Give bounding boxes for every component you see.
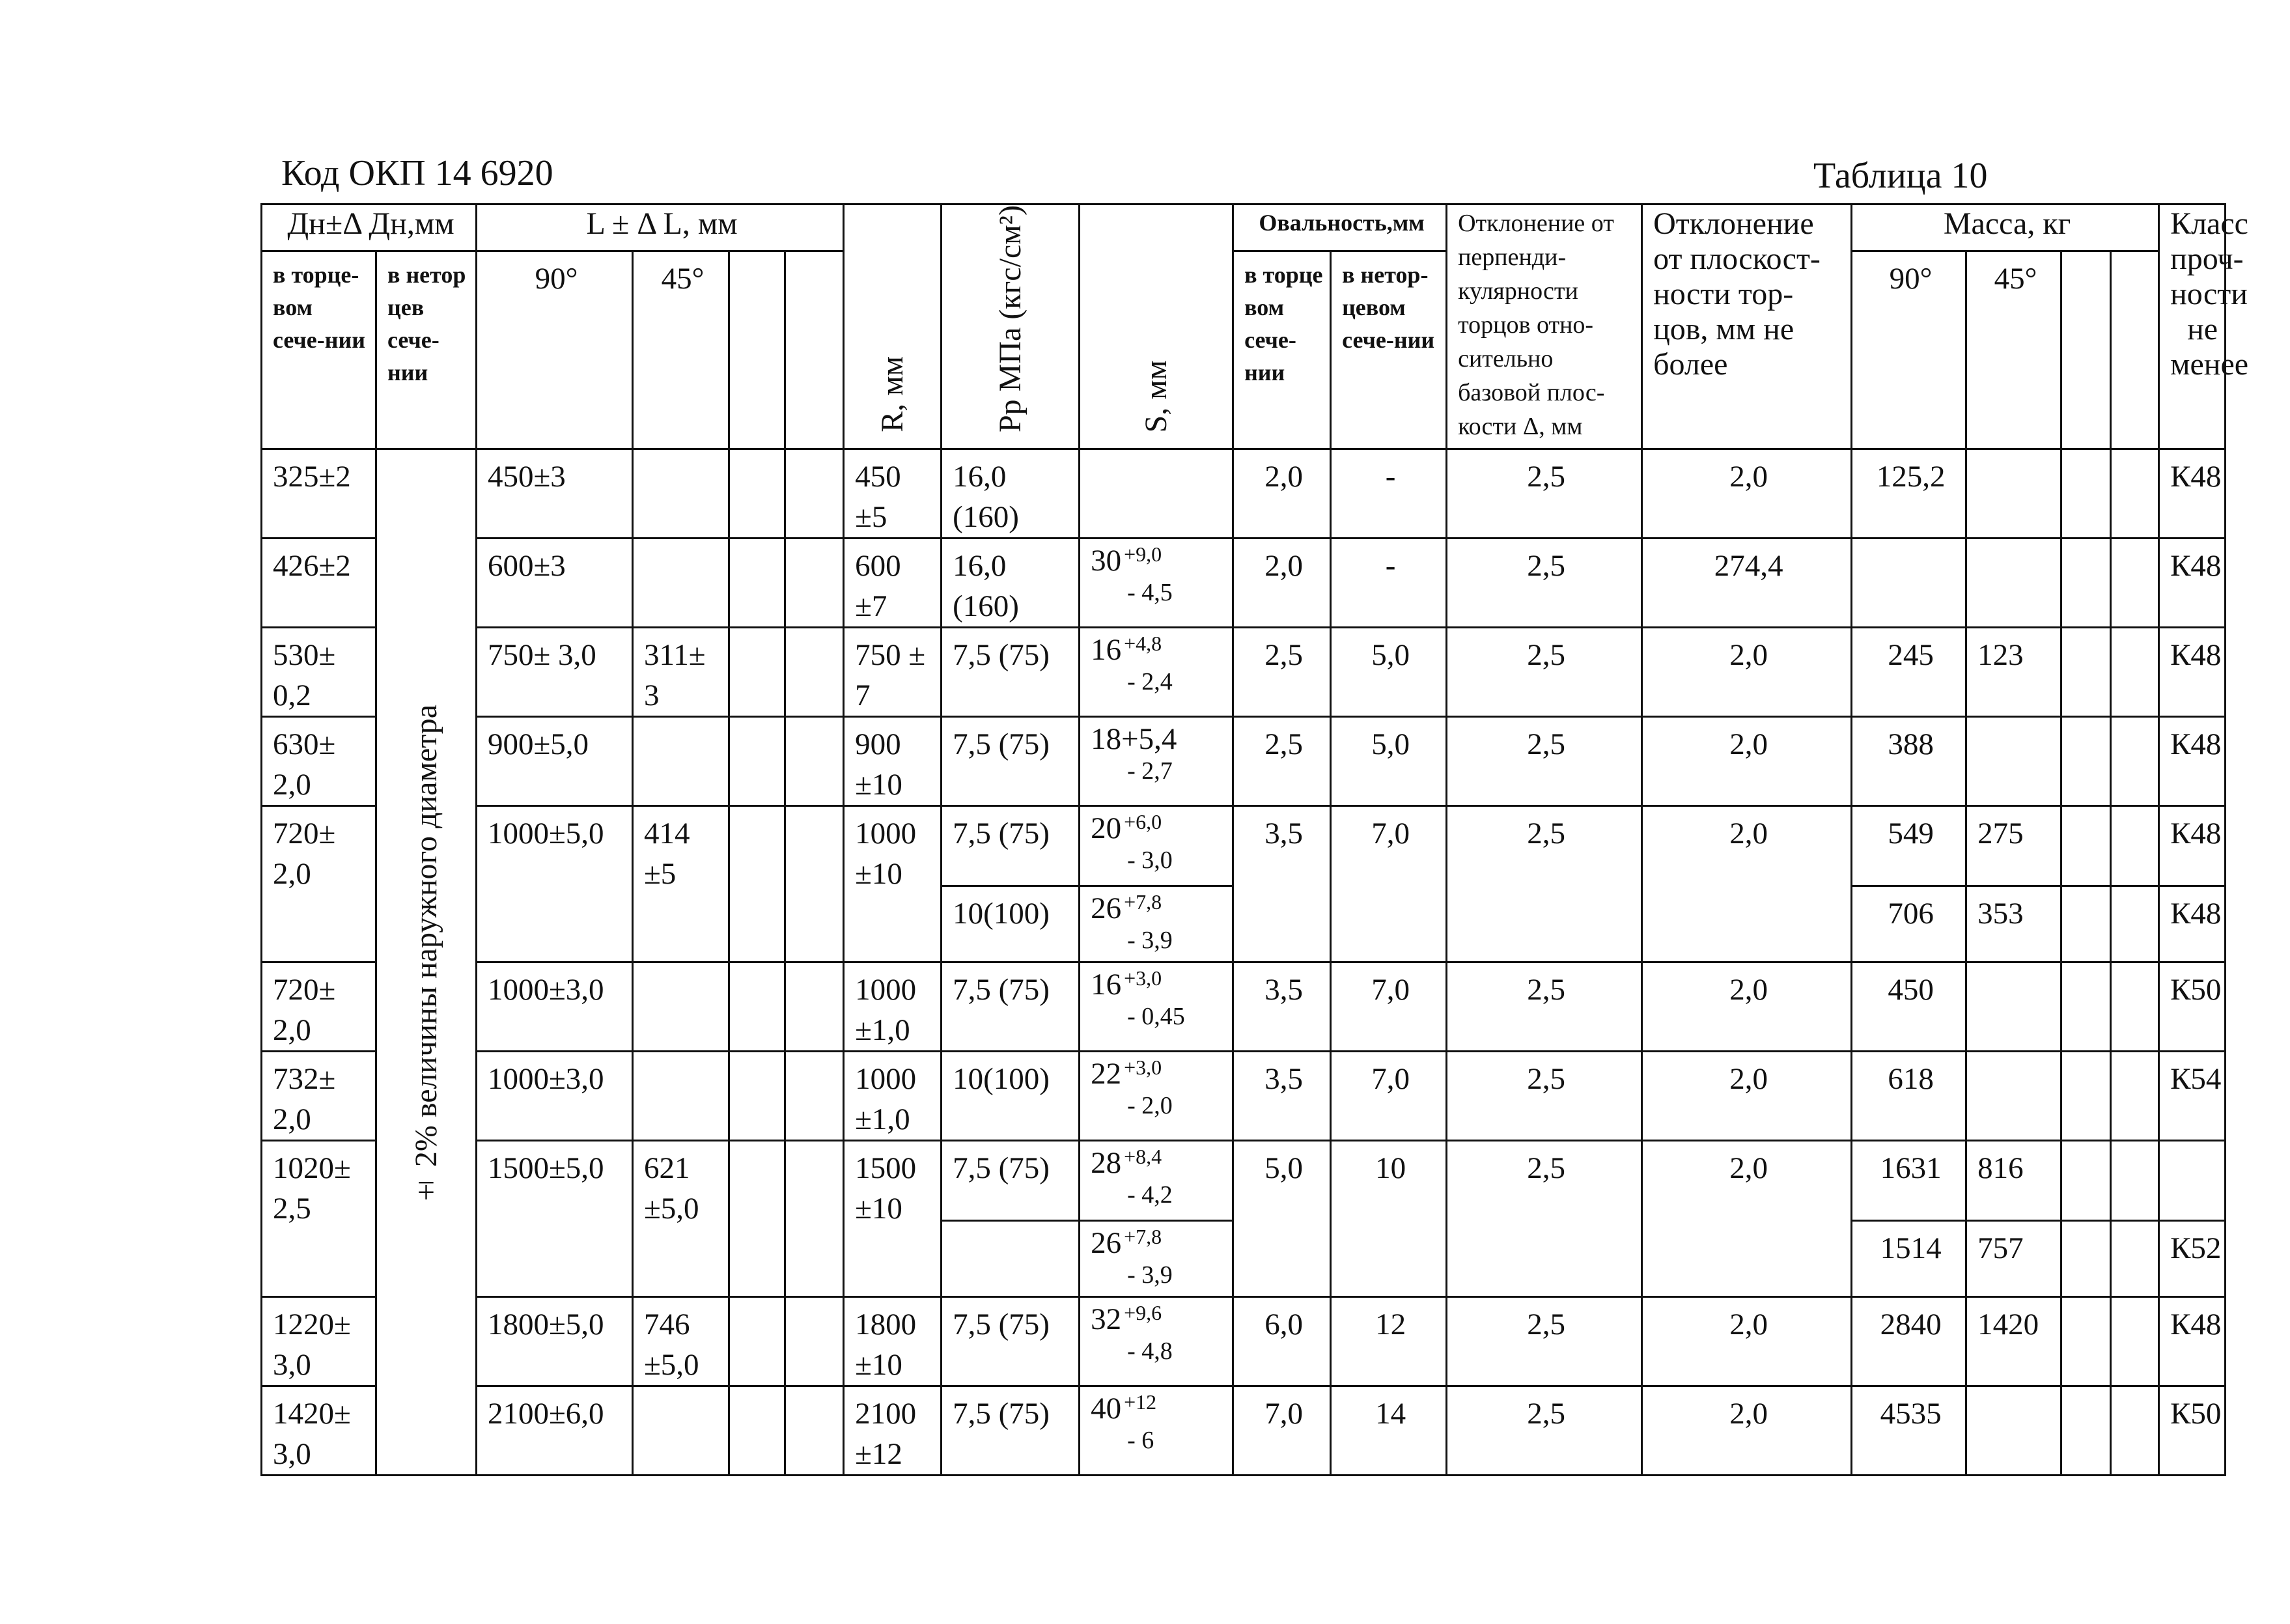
perpendicularity-cell: 2,5 <box>1447 1386 1642 1476</box>
mass-90-cell: 245 <box>1852 628 1966 717</box>
ovality-end-cell: 2,0 <box>1233 539 1331 628</box>
perpendicularity-cell: 2,5 <box>1447 449 1642 539</box>
document-code-title: Код ОКП 14 6920 <box>281 153 553 193</box>
flatness-cell: 2,0 <box>1642 717 1852 806</box>
s-base-value: 26 <box>1091 1226 1122 1261</box>
s-lower-tolerance: - 6 <box>1127 1427 1154 1455</box>
mass-90-cell: 1514 <box>1852 1221 1966 1297</box>
pp-cell: 7,5 (75) <box>942 806 1080 886</box>
pp-cell: 16,0 (160) <box>942 539 1080 628</box>
mass-90-cell: 2840 <box>1852 1297 1966 1386</box>
mass-90-header: 90° <box>1852 251 1966 449</box>
s-cell <box>1080 1141 1233 1221</box>
s-upper-tolerance: +8,4 <box>1124 1145 1162 1169</box>
mass-90-cell: 450 <box>1852 962 1966 1052</box>
dn-end-cell: 720± 2,0 <box>262 962 376 1052</box>
r-cell: 1000 ±10 <box>844 806 942 962</box>
l-90-cell: 1000±3,0 <box>477 962 633 1052</box>
ovality-nonend-header: в нетор-цевом сече-нии <box>1331 251 1447 449</box>
l-45-header: 45° <box>633 251 729 449</box>
l-empty-cell <box>729 962 785 1052</box>
ovality-nonend-cell: - <box>1331 449 1447 539</box>
dn-group-header: Дн±Δ Дн,мм <box>262 204 477 251</box>
ovality-nonend-cell: 7,0 <box>1331 962 1447 1052</box>
mass-empty-cell <box>2061 628 2111 717</box>
mass-empty-cell <box>2111 806 2159 886</box>
mass-90-cell: 618 <box>1852 1052 1966 1141</box>
mass-empty-cell <box>2061 886 2111 962</box>
l-90-cell: 1000±5,0 <box>477 806 633 962</box>
mass-45-cell <box>1966 539 2061 628</box>
l-empty-cell <box>729 717 785 806</box>
s-lower-tolerance: - 4,2 <box>1127 1181 1173 1209</box>
l-empty-cell <box>785 962 844 1052</box>
mass-45-cell: 275 <box>1966 806 2061 886</box>
strength-class-cell: К48 <box>2159 449 2226 539</box>
l-empty-cell <box>785 449 844 539</box>
mass-empty-cell <box>2061 1221 2111 1297</box>
ovality-nonend-cell: 5,0 <box>1331 628 1447 717</box>
perpendicularity-cell: 2,5 <box>1447 628 1642 717</box>
strength-class-cell: К48 <box>2159 886 2226 962</box>
dn-nonend-header: в нетор цев сече-нии <box>376 251 477 449</box>
s-upper-tolerance: +3,0 <box>1124 966 1162 990</box>
l-empty-cell <box>729 1141 785 1297</box>
strength-class-cell: К48 <box>2159 1297 2226 1386</box>
mass-empty-cell <box>2061 806 2111 886</box>
r-header <box>844 204 942 449</box>
perpendicularity-cell: 2,5 <box>1447 1052 1642 1141</box>
pp-cell: 7,5 (75) <box>942 1386 1080 1476</box>
l-90-header: 90° <box>477 251 633 449</box>
strength-class-cell: К54 <box>2159 1052 2226 1141</box>
l-empty-header-2 <box>785 251 844 449</box>
s-upper-tolerance: +4,8 <box>1124 632 1162 656</box>
mass-empty-cell <box>2111 539 2159 628</box>
mass-empty-cell <box>2061 962 2111 1052</box>
l-45-cell <box>633 962 729 1052</box>
mass-90-cell: 1631 <box>1852 1141 1966 1221</box>
perpendicularity-cell: 2,5 <box>1447 806 1642 962</box>
l-90-cell: 900±5,0 <box>477 717 633 806</box>
dn-nonend-merged-cell <box>376 449 477 1476</box>
s-lower-tolerance: - 2,7 <box>1127 757 1173 785</box>
mass-group-header: Масса, кг <box>1852 204 2159 251</box>
s-upper-tolerance: +9,0 <box>1124 542 1162 567</box>
s-upper-tolerance: +9,6 <box>1124 1301 1162 1325</box>
s-upper-tolerance: +12 <box>1124 1390 1157 1414</box>
mass-45-cell <box>1966 449 2061 539</box>
flatness-cell: 2,0 <box>1642 962 1852 1052</box>
r-cell: 1800 ±10 <box>844 1297 942 1386</box>
flatness-cell: 2,0 <box>1642 806 1852 962</box>
l-90-cell: 2100±6,0 <box>477 1386 633 1476</box>
table-label: Таблица 10 <box>1813 156 1988 196</box>
pp-cell: 10(100) <box>942 1052 1080 1141</box>
l-empty-cell <box>785 1297 844 1386</box>
l-45-cell <box>633 1386 729 1476</box>
mass-empty-cell <box>2061 717 2111 806</box>
ovality-nonend-cell: 7,0 <box>1331 806 1447 962</box>
mass-empty-header-2 <box>2111 251 2159 449</box>
dn-end-cell: 426±2 <box>262 539 376 628</box>
flatness-cell: 2,0 <box>1642 628 1852 717</box>
perpendicularity-header: Отклонение от перпенди-кулярности торцов отно-сительно базовой плос-кости Δ, мм <box>1447 204 1642 449</box>
dn-end-cell: 720± 2,0 <box>262 806 376 962</box>
s-cell <box>1080 962 1233 1052</box>
l-90-cell: 1800±5,0 <box>477 1297 633 1386</box>
ovality-end-cell: 6,0 <box>1233 1297 1331 1386</box>
ovality-end-cell: 5,0 <box>1233 1141 1331 1297</box>
mass-45-cell <box>1966 717 2061 806</box>
mass-empty-cell <box>2111 628 2159 717</box>
s-base-value: 22 <box>1091 1057 1122 1091</box>
mass-empty-cell <box>2061 449 2111 539</box>
ovality-end-cell: 2,5 <box>1233 717 1331 806</box>
pp-header <box>942 204 1080 449</box>
ovality-nonend-cell: 10 <box>1331 1141 1447 1297</box>
r-cell: 900 ±10 <box>844 717 942 806</box>
table-row <box>262 806 2226 886</box>
l-empty-cell <box>785 1386 844 1476</box>
l-90-cell: 450±3 <box>477 449 633 539</box>
mass-empty-cell <box>2061 1386 2111 1476</box>
flatness-cell: 2,0 <box>1642 1141 1852 1297</box>
mass-empty-cell <box>2061 1297 2111 1386</box>
l-empty-cell <box>729 1052 785 1141</box>
s-lower-tolerance: - 2,4 <box>1127 668 1173 696</box>
s-base-value: 18+5,4 <box>1091 722 1177 757</box>
s-lower-tolerance: - 3,9 <box>1127 1261 1173 1289</box>
ovality-end-header: в торце вом сече-нии <box>1233 251 1331 449</box>
l-empty-cell <box>785 539 844 628</box>
dn-end-cell: 732± 2,0 <box>262 1052 376 1141</box>
mass-empty-cell <box>2111 886 2159 962</box>
s-lower-tolerance: - 4,5 <box>1127 579 1173 607</box>
perpendicularity-cell: 2,5 <box>1447 539 1642 628</box>
s-cell <box>1080 1386 1233 1476</box>
ovality-nonend-cell: 7,0 <box>1331 1052 1447 1141</box>
s-lower-tolerance: - 3,0 <box>1127 847 1173 875</box>
r-cell: 750 ± 7 <box>844 628 942 717</box>
s-base-value: 20 <box>1091 811 1122 846</box>
mass-45-cell: 757 <box>1966 1221 2061 1297</box>
mass-90-cell: 388 <box>1852 717 1966 806</box>
ovality-nonend-cell: 14 <box>1331 1386 1447 1476</box>
mass-empty-cell <box>2111 717 2159 806</box>
r-cell: 1000 ±1,0 <box>844 1052 942 1141</box>
pp-cell: 7,5 (75) <box>942 717 1080 806</box>
strength-class-cell: К50 <box>2159 1386 2226 1476</box>
ovality-group-header: Овальность,мм <box>1233 204 1447 251</box>
l-empty-cell <box>785 1052 844 1141</box>
l-empty-cell <box>729 1297 785 1386</box>
s-cell <box>1080 628 1233 717</box>
perpendicularity-cell: 2,5 <box>1447 962 1642 1052</box>
r-header-text: R, мм <box>874 356 910 433</box>
l-empty-cell <box>785 628 844 717</box>
s-base-value: 32 <box>1091 1302 1122 1337</box>
s-cell <box>1080 1297 1233 1386</box>
pp-cell: 10(100) <box>942 886 1080 962</box>
l-empty-header-1 <box>729 251 785 449</box>
flatness-cell: 2,0 <box>1642 1386 1852 1476</box>
l-45-cell <box>633 449 729 539</box>
strength-class-cell <box>2159 1141 2226 1221</box>
mass-45-cell <box>1966 1386 2061 1476</box>
mass-90-cell: 706 <box>1852 886 1966 962</box>
mass-empty-cell <box>2061 1052 2111 1141</box>
spec-table <box>260 203 2249 1476</box>
ovality-nonend-cell: 12 <box>1331 1297 1447 1386</box>
s-cell <box>1080 886 1233 962</box>
l-90-cell: 600±3 <box>477 539 633 628</box>
diameter-tolerance-note: ± 2% величины наружного диаметра <box>408 704 443 1210</box>
ovality-end-cell: 3,5 <box>1233 1052 1331 1141</box>
mass-45-cell: 1420 <box>1966 1297 2061 1386</box>
l-45-cell <box>633 539 729 628</box>
s-cell <box>1080 806 1233 886</box>
dn-end-cell: 1020± 2,5 <box>262 1141 376 1297</box>
strength-class-cell: К48 <box>2159 806 2226 886</box>
l-45-cell <box>633 1052 729 1141</box>
s-base-value: 30 <box>1091 544 1122 578</box>
ovality-nonend-cell: - <box>1331 539 1447 628</box>
table-row <box>262 628 2226 717</box>
s-upper-tolerance: +6,0 <box>1124 810 1162 834</box>
l-empty-cell <box>785 806 844 962</box>
mass-45-cell: 816 <box>1966 1141 2061 1221</box>
pp-header-text: Рр МПа (кгс/см²) <box>992 205 1027 433</box>
dn-end-cell: 630± 2,0 <box>262 717 376 806</box>
l-empty-cell <box>785 1141 844 1297</box>
table-row <box>262 1141 2226 1221</box>
ovality-end-cell: 2,0 <box>1233 449 1331 539</box>
strength-class-cell: К48 <box>2159 539 2226 628</box>
table-row <box>262 1386 2226 1476</box>
l-90-cell: 750± 3,0 <box>477 628 633 717</box>
l-empty-cell <box>729 628 785 717</box>
mass-90-cell: 549 <box>1852 806 1966 886</box>
s-base-value: 26 <box>1091 891 1122 926</box>
mass-empty-cell <box>2061 1141 2111 1221</box>
perpendicularity-cell: 2,5 <box>1447 1297 1642 1386</box>
ovality-nonend-cell: 5,0 <box>1331 717 1447 806</box>
l-group-header: L ± Δ L, мм <box>477 204 844 251</box>
dn-end-header: в торце-вом сече-нии <box>262 251 376 449</box>
mass-empty-cell <box>2111 1386 2159 1476</box>
table-row <box>262 1052 2226 1141</box>
strength-class-cell: К48 <box>2159 628 2226 717</box>
strength-class-cell: К48 <box>2159 717 2226 806</box>
mass-empty-cell <box>2061 539 2111 628</box>
mass-empty-cell <box>2111 1297 2159 1386</box>
l-90-cell: 1500±5,0 <box>477 1141 633 1297</box>
mass-45-cell <box>1966 1052 2061 1141</box>
dn-end-cell: 530± 0,2 <box>262 628 376 717</box>
dn-end-cell: 1220± 3,0 <box>262 1297 376 1386</box>
l-90-cell: 1000±3,0 <box>477 1052 633 1141</box>
mass-90-cell <box>1852 539 1966 628</box>
mass-empty-cell <box>2111 1221 2159 1297</box>
l-empty-cell <box>729 1386 785 1476</box>
s-lower-tolerance: - 0,45 <box>1127 1003 1185 1031</box>
pp-cell: 7,5 (75) <box>942 962 1080 1052</box>
mass-empty-cell <box>2111 449 2159 539</box>
dn-end-cell: 325±2 <box>262 449 376 539</box>
s-upper-tolerance: +7,8 <box>1124 1225 1162 1249</box>
l-empty-cell <box>729 806 785 962</box>
s-lower-tolerance: - 2,0 <box>1127 1092 1173 1120</box>
l-45-cell: 621 ±5,0 <box>633 1141 729 1297</box>
r-cell: 600 ±7 <box>844 539 942 628</box>
r-cell: 1000 ±1,0 <box>844 962 942 1052</box>
pp-cell <box>942 1221 1080 1297</box>
l-45-cell: 746 ±5,0 <box>633 1297 729 1386</box>
mass-90-cell: 4535 <box>1852 1386 1966 1476</box>
s-header-text: S, мм <box>1138 359 1173 433</box>
r-cell: 450 ±5 <box>844 449 942 539</box>
s-base-value: 16 <box>1091 633 1122 667</box>
flatness-cell: 2,0 <box>1642 449 1852 539</box>
l-empty-cell <box>729 449 785 539</box>
mass-45-cell <box>1966 962 2061 1052</box>
strength-class-cell: К50 <box>2159 962 2226 1052</box>
ovality-end-cell: 3,5 <box>1233 806 1331 962</box>
l-empty-cell <box>729 539 785 628</box>
mass-empty-cell <box>2111 962 2159 1052</box>
pp-cell: 16,0 (160) <box>942 449 1080 539</box>
dn-end-cell: 1420± 3,0 <box>262 1386 376 1476</box>
flatness-header: Отклонение от плоскост-ности тор-цов, мм не более <box>1642 204 1852 449</box>
table-row <box>262 539 2226 628</box>
l-45-cell <box>633 717 729 806</box>
mass-45-cell: 123 <box>1966 628 2061 717</box>
mass-empty-cell <box>2111 1141 2159 1221</box>
s-cell <box>1080 449 1233 539</box>
s-upper-tolerance: +3,0 <box>1124 1056 1162 1080</box>
s-lower-tolerance: - 4,8 <box>1127 1337 1173 1365</box>
s-cell <box>1080 717 1233 806</box>
s-cell <box>1080 539 1233 628</box>
s-lower-tolerance: - 3,9 <box>1127 927 1173 955</box>
strength-class-header: Класс проч-ности не менее <box>2159 204 2226 449</box>
s-base-value: 40 <box>1091 1392 1122 1426</box>
flatness-cell: 2,0 <box>1642 1052 1852 1141</box>
mass-90-cell: 125,2 <box>1852 449 1966 539</box>
ovality-end-cell: 3,5 <box>1233 962 1331 1052</box>
ovality-end-cell: 7,0 <box>1233 1386 1331 1476</box>
table-row <box>262 449 2226 539</box>
s-upper-tolerance: +7,8 <box>1124 890 1162 914</box>
table-row <box>262 717 2226 806</box>
mass-empty-header-1 <box>2061 251 2111 449</box>
l-empty-cell <box>785 717 844 806</box>
s-header <box>1080 204 1233 449</box>
r-cell: 1500 ±10 <box>844 1141 942 1297</box>
l-45-cell: 311± 3 <box>633 628 729 717</box>
mass-45-cell: 353 <box>1966 886 2061 962</box>
s-cell <box>1080 1052 1233 1141</box>
perpendicularity-cell: 2,5 <box>1447 1141 1642 1297</box>
strength-class-cell: К52 <box>2159 1221 2226 1297</box>
l-45-cell: 414 ±5 <box>633 806 729 962</box>
flatness-cell: 2,0 <box>1642 1297 1852 1386</box>
ovality-end-cell: 2,5 <box>1233 628 1331 717</box>
mass-empty-cell <box>2111 1052 2159 1141</box>
s-base-value: 28 <box>1091 1146 1122 1181</box>
pp-cell: 7,5 (75) <box>942 1297 1080 1386</box>
table-row <box>262 1297 2226 1386</box>
mass-45-header: 45° <box>1966 251 2061 449</box>
flatness-cell: 274,4 <box>1642 539 1852 628</box>
table-row <box>262 962 2226 1052</box>
perpendicularity-cell: 2,5 <box>1447 717 1642 806</box>
s-cell <box>1080 1221 1233 1297</box>
s-base-value: 16 <box>1091 968 1122 1002</box>
r-cell: 2100 ±12 <box>844 1386 942 1476</box>
pp-cell: 7,5 (75) <box>942 1141 1080 1221</box>
pp-cell: 7,5 (75) <box>942 628 1080 717</box>
